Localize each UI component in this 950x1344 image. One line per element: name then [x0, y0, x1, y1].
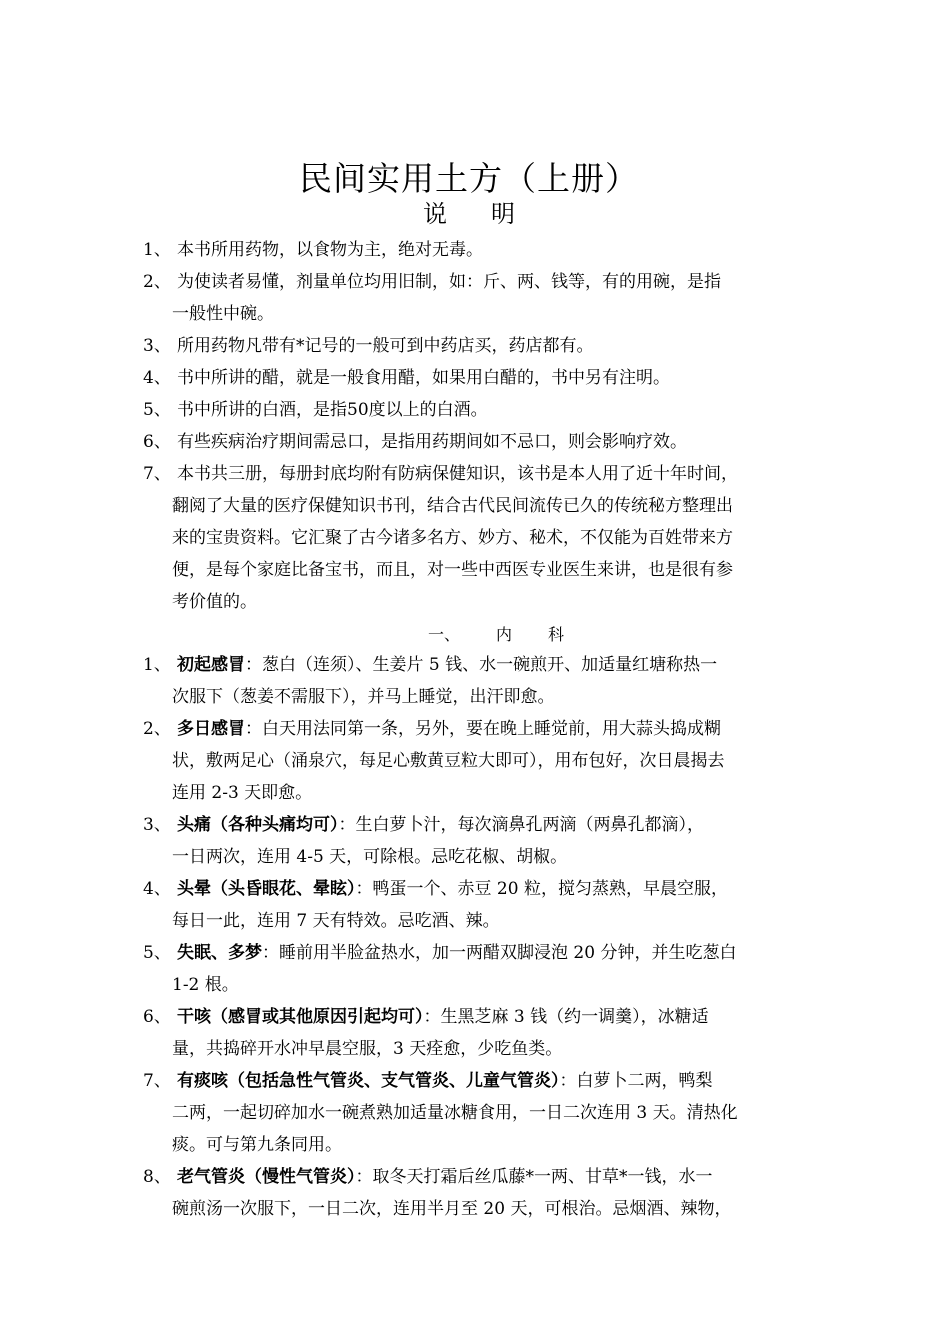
- section-name-part: 科: [548, 625, 565, 644]
- recipe-number: 4、: [143, 879, 171, 899]
- note-text: 一般性中碗。: [172, 304, 274, 324]
- recipe-text: ：白萝卜二两，鸭梨: [559, 1071, 713, 1091]
- note-text: 有些疾病治疗期间需忌口，是指用药期间如不忌口，则会影响疗效。: [177, 432, 687, 452]
- section-heading: [0, 621, 950, 649]
- recipe-title: 有痰咳（包括急性气管炎、支气管炎、儿童气管炎）: [177, 1071, 560, 1091]
- note-text: 便，是每个家庭比备宝书，而且，对一些中西医专业医生来讲，也是很有参: [172, 560, 733, 580]
- recipe-title: 初起感冒: [177, 655, 245, 675]
- recipe-text: 一日两次，连用 4-5 天，可除根。忌吃花椒、胡椒。: [172, 847, 568, 867]
- recipe-text: 每日一此，连用 7 天有特效。忌吃酒、辣。: [172, 911, 500, 931]
- recipe-text: ：取冬天打霜后丝瓜藤*一两、甘草*一钱，水一: [355, 1167, 713, 1187]
- recipe-text: 状，敷两足心（涌泉穴，每足心敷黄豆粒大即可），用布包好，次日晨揭去: [172, 751, 725, 771]
- recipe-number: 1、: [143, 655, 171, 675]
- note-number: 3、: [143, 336, 171, 356]
- recipe-text: 痰。可与第九条同用。: [172, 1135, 342, 1155]
- recipe-number: 8、: [143, 1167, 171, 1187]
- note-text: 本书共三册，每册封底均附有防病保健知识，该书是本人用了近十年时间，: [177, 464, 738, 484]
- recipe-text: ：鸭蛋一个、赤豆 20 粒，搅匀蒸熟，早晨空服，: [355, 879, 728, 899]
- section-name-part: 内: [495, 625, 512, 644]
- recipe-number: 7、: [143, 1071, 171, 1091]
- recipe-title: 失眠、多梦: [177, 943, 262, 963]
- section-number: 一、: [427, 625, 460, 644]
- recipe-number: 3、: [143, 815, 171, 835]
- note-text: 书中所讲的白酒，是指50度以上的白酒。: [177, 400, 488, 420]
- document-title: 民间实用土方（上册）: [299, 159, 639, 198]
- recipe-title: 头晕（头昏眼花、晕眩）: [177, 879, 356, 899]
- recipe-text: ：生黑芝麻 3 钱（约一调羹），冰糖适: [423, 1007, 709, 1027]
- recipe-title: 多日感冒: [177, 719, 245, 739]
- note-text: 翻阅了大量的医疗保健知识书刊，结合古代民间流传已久的传统秘方整理出: [172, 496, 733, 516]
- recipe-title: 老气管炎（慢性气管炎）: [177, 1167, 356, 1187]
- note-text: 来的宝贵资料。它汇聚了古今诸多名方、妙方、秘术，不仅能为百姓带来方: [172, 528, 733, 548]
- recipe-text: 碗煎汤一次服下，一日二次，连用半月至 20 天，可根治。忌烟酒、辣物，: [172, 1199, 732, 1219]
- note-number: 1、: [143, 240, 171, 260]
- note-text: 为使读者易懂，剂量单位均用旧制，如：斤、两、钱等，有的用碗，是指: [177, 272, 721, 292]
- document-subtitle: 说明: [423, 200, 559, 228]
- note-number: 6、: [143, 432, 171, 452]
- recipe-text: ：睡前用半脸盆热水，加一两醋双脚浸泡 20 分钟，并生吃葱白: [262, 943, 737, 963]
- note-number: 5、: [143, 400, 171, 420]
- recipe-number: 6、: [143, 1007, 171, 1027]
- note-text: 本书所用药物，以食物为主，绝对无毒。: [177, 240, 483, 260]
- note-number: 2、: [143, 272, 171, 292]
- recipe-text: ：葱白（连须）、生姜片 5 钱、水一碗煎开、加适量红塘称热一: [245, 655, 718, 675]
- recipe-text: 1-2 根。: [172, 975, 239, 995]
- recipe-text: ：白天用法同第一条，另外，要在晚上睡觉前，用大蒜头捣成糊: [245, 719, 721, 739]
- note-text: 书中所讲的醋，就是一般食用醋，如果用白醋的，书中另有注明。: [177, 368, 670, 388]
- recipe-number: 5、: [143, 943, 171, 963]
- note-text: 考价值的。: [172, 592, 257, 612]
- note-number: 4、: [143, 368, 171, 388]
- recipe-text: 次服下（葱姜不需服下），并马上睡觉，出汗即愈。: [172, 687, 555, 707]
- recipe-text: ：生白萝卜汁，每次滴鼻孔两滴（两鼻孔都滴），: [338, 815, 704, 835]
- note-text: 所用药物凡带有*记号的一般可到中药店买，药店都有。: [177, 336, 594, 356]
- recipe-text: 二两，一起切碎加水一碗煮熟加适量冰糖食用，一日二次连用 3 天。清热化: [172, 1103, 738, 1123]
- recipe-text: 连用 2-3 天即愈。: [172, 783, 313, 803]
- recipe-title: 头痛（各种头痛均可）: [177, 815, 339, 835]
- recipe-text: 量，共捣碎开水冲早晨空服，3 天痊愈，少吃鱼类。: [172, 1039, 563, 1059]
- note-number: 7、: [143, 464, 171, 484]
- recipe-title: 干咳（感冒或其他原因引起均可）: [177, 1007, 424, 1027]
- recipe-number: 2、: [143, 719, 171, 739]
